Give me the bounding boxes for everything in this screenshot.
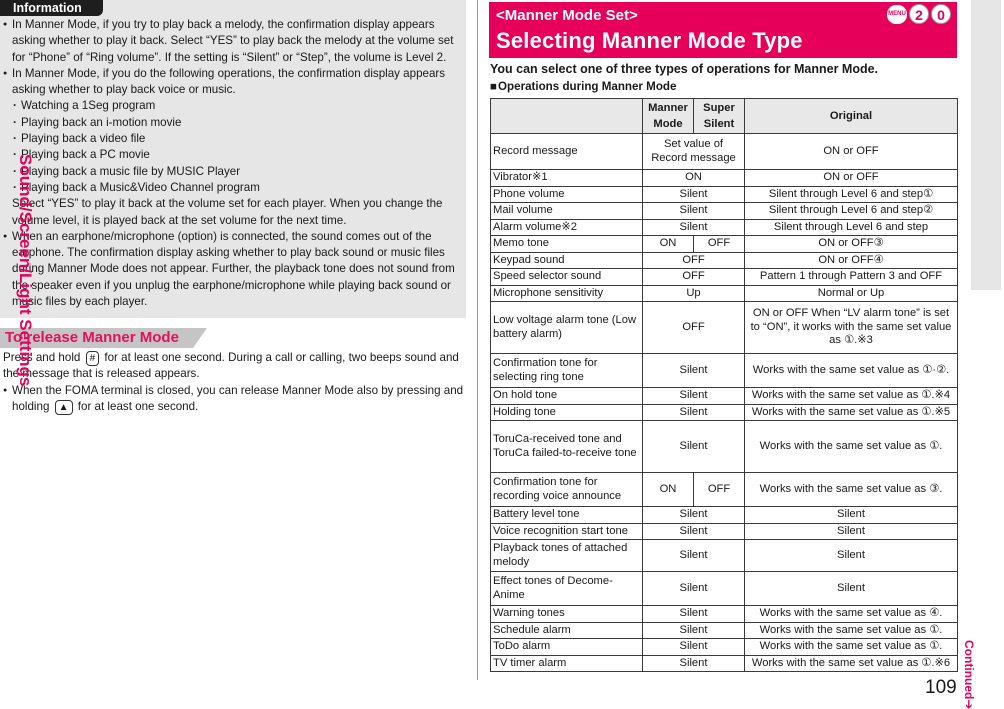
table-body [491,134,958,672]
release-paragraph [3,350,465,383]
info-sub-item: · Playing back a Music&Video Channel program [12,180,463,196]
intro-text: You can select one of three types of operations for Manner Mode. [490,62,879,76]
setting-name-cell: ToDo alarm [491,639,643,656]
information-tab: Information [0,0,103,16]
table-row [491,186,958,203]
operations-table [490,98,958,672]
table-row [491,622,958,639]
original-value-cell: Works with the same set value as ①. [745,622,958,639]
original-value-cell: Works with the same set value as ①·②. [745,354,958,388]
setting-name-cell: Vibrator※1 [491,170,643,187]
original-value-cell: Normal or Up [745,285,958,302]
title-banner [489,2,957,58]
original-value-cell: Silent [745,523,958,540]
original-value-cell: Works with the same set value as ①.※6 [745,655,958,672]
setting-name-cell: TV timer alarm [491,655,643,672]
table-row [491,285,958,302]
setting-name-cell: Low voltage alarm tone (Low battery alarm) [491,302,643,354]
setting-name-cell: ToruCa-received tone and ToruCa failed-to-receive tone [491,421,643,473]
table-row [491,404,958,421]
setting-name-cell: Warning tones [491,606,643,623]
section-label: <Manner Mode Set> [496,7,638,24]
table-row [491,252,958,269]
super-silent-value-cell: OFF [694,236,745,253]
table-row [491,507,958,524]
table-header-row [491,99,958,134]
manner-value-cell: ON [643,473,694,507]
manner-super-value-cell: Silent [643,404,745,421]
info-bullet-3: ● When an earphone/microphone (option) is connected, the sound comes out of the earphone. The confirmation display asking whether to play back sound or music files during Manner Mode does not appear. Further, the playback tone does not sound from the speaker even if you unplug the earphone/microphone while playing back sound or music files by each player. [3,229,463,310]
setting-name-cell: Alarm volume※2 [491,219,643,236]
super-silent-value-cell: OFF [694,473,745,507]
setting-name-cell: Holding tone [491,404,643,421]
info-sub-item: · Watching a 1Seg program [12,98,463,114]
page-number: 109 [925,677,957,698]
release-bullet-text-b: for at least one second. [77,399,199,413]
release-bullet [3,383,465,416]
menu-key-icon: MENU [887,5,907,24]
table-row [491,302,958,354]
table-row [491,606,958,623]
table-row [491,540,958,572]
original-value-cell: Works with the same set value as ①.※4 [745,388,958,405]
original-value-cell: Silent [745,507,958,524]
manner-super-value-cell: Silent [643,622,745,639]
manner-super-value-cell: OFF [643,269,745,286]
info-sub-item: · Playing back a music file by MUSIC Player [12,164,463,180]
setting-name-cell: Battery level tone [491,507,643,524]
manner-super-value-cell: Silent [643,421,745,473]
manner-super-value-cell: OFF [643,302,745,354]
original-value-cell: Works with the same set value as ①. [745,421,958,473]
hash-key-icon: # [86,351,100,366]
info-bullet-1: ● In Manner Mode, if you try to play back a melody, the confirmation display appears asking whether to play it back. Select “YES” to play back the melody at the volume set for “Phone” of “Ring volume”. If the setting is “Silent” or “Step”, the volume is Level 2. [3,17,463,66]
setting-name-cell: Keypad sound [491,252,643,269]
table-row [491,473,958,507]
setting-name-cell: Voice recognition start tone [491,523,643,540]
page-title: Selecting Manner Mode Type [496,28,803,53]
side-tab [961,0,1004,697]
setting-name-cell: Playback tones of attached melody [491,540,643,572]
menu-key-sequence [887,4,951,24]
table-row [491,134,958,170]
manner-super-value-cell: Set value of Record message [643,134,745,170]
table-header-cell [491,99,643,134]
original-value-cell: ON or OFF [745,134,958,170]
original-value-cell: ON or OFF④ [745,252,958,269]
manner-super-value-cell: Silent [643,655,745,672]
original-value-cell: Works with the same set value as ①.※5 [745,404,958,421]
table-row [491,388,958,405]
information-box [0,0,466,318]
original-value-cell: ON or OFF When “LV alarm tone” is set to “ON”, it works with the same set value as ①.※3 [745,302,958,354]
manner-super-value-cell: Silent [643,219,745,236]
setting-name-cell: Schedule alarm [491,622,643,639]
table-row [491,170,958,187]
table-row [491,236,958,253]
setting-name-cell: Effect tones of Decome-Anime [491,572,643,606]
original-value-cell: Silent through Level 6 and step② [745,203,958,220]
release-text-b: for at least one second. During a call or calling, two beeps sound and the message that is released appears. [3,351,459,381]
chapter-title: Sound/Screen/Light Settings [16,154,35,387]
table-row [491,219,958,236]
original-value-cell: ON or OFF③ [745,236,958,253]
manner-super-value-cell: Silent [643,186,745,203]
manner-super-value-cell: Silent [643,507,745,524]
info-sub-tail: Select “YES” to play it back at the volume set for each player. When you change the volume level, it is played back at the set volume for the next time. [12,197,443,227]
table-row [491,523,958,540]
side-key-icon: ▲ [55,400,73,415]
manner-value-cell: ON [643,236,694,253]
table-row [491,572,958,606]
original-value-cell: Works with the same set value as ④. [745,606,958,623]
table-header-cell: Super Silent [694,99,745,134]
setting-name-cell: Phone volume [491,186,643,203]
original-value-cell: Works with the same set value as ①. [745,639,958,656]
info-sub-item: · Playing back a PC movie [12,147,463,163]
table-row [491,203,958,220]
manner-super-value-cell: Silent [643,572,745,606]
release-heading: To release Manner Mode [0,328,193,348]
manner-super-value-cell: ON [643,170,745,187]
information-body [3,17,463,310]
setting-name-cell: Microphone sensitivity [491,285,643,302]
info-sub-item: · Playing back a video file [12,131,463,147]
key-0-icon: 0 [931,4,951,24]
original-value-cell: Silent through Level 6 and step① [745,186,958,203]
column-divider [477,0,478,680]
release-body [3,350,465,415]
original-value-cell: Silent through Level 6 and step [745,219,958,236]
info-sub-list [3,98,463,196]
manner-super-value-cell: Silent [643,388,745,405]
manner-super-value-cell: Silent [643,540,745,572]
key-2-icon: 2 [909,4,929,24]
table-row [491,354,958,388]
side-tab-strip [971,0,1001,290]
manner-super-value-cell: Silent [643,354,745,388]
setting-name-cell: Speed selector sound [491,269,643,286]
setting-name-cell: Mail volume [491,203,643,220]
table-header-cell: Original [745,99,958,134]
original-value-cell: Works with the same set value as ③. [745,473,958,507]
table-header-cell: Manner Mode [643,99,694,134]
operations-heading: ■ Operations during Manner Mode [490,80,676,93]
setting-name-cell: Confirmation tone for recording voice announce [491,473,643,507]
original-value-cell: Silent [745,572,958,606]
setting-name-cell: On hold tone [491,388,643,405]
table-row [491,655,958,672]
original-value-cell: Silent [745,540,958,572]
info-sub-item: · Playing back an i-motion movie [12,115,463,131]
manner-super-value-cell: Up [643,285,745,302]
manner-super-value-cell: Silent [643,203,745,220]
release-text-a: Press and hold [3,351,81,364]
info-bullet-2: ● In Manner Mode, if you do the following operations, the confirmation display appears asking whether to play back voice or music. [3,66,463,99]
table-row [491,421,958,473]
original-value-cell: Pattern 1 through Pattern 3 and OFF [745,269,958,286]
manner-super-value-cell: OFF [643,252,745,269]
manner-super-value-cell: Silent [643,606,745,623]
manner-super-value-cell: Silent [643,639,745,656]
setting-name-cell: Record message [491,134,643,170]
continued-label: Continued➔ [962,640,976,709]
table-row [491,269,958,286]
setting-name-cell: Confirmation tone for selecting ring tone [491,354,643,388]
release-bullet-text-a: When the FOMA terminal is closed, you can release Manner Mode also by pressing and holding [12,383,464,413]
manner-super-value-cell: Silent [643,523,745,540]
original-value-cell: ON or OFF [745,170,958,187]
setting-name-cell: Memo tone [491,236,643,253]
table-row [491,639,958,656]
